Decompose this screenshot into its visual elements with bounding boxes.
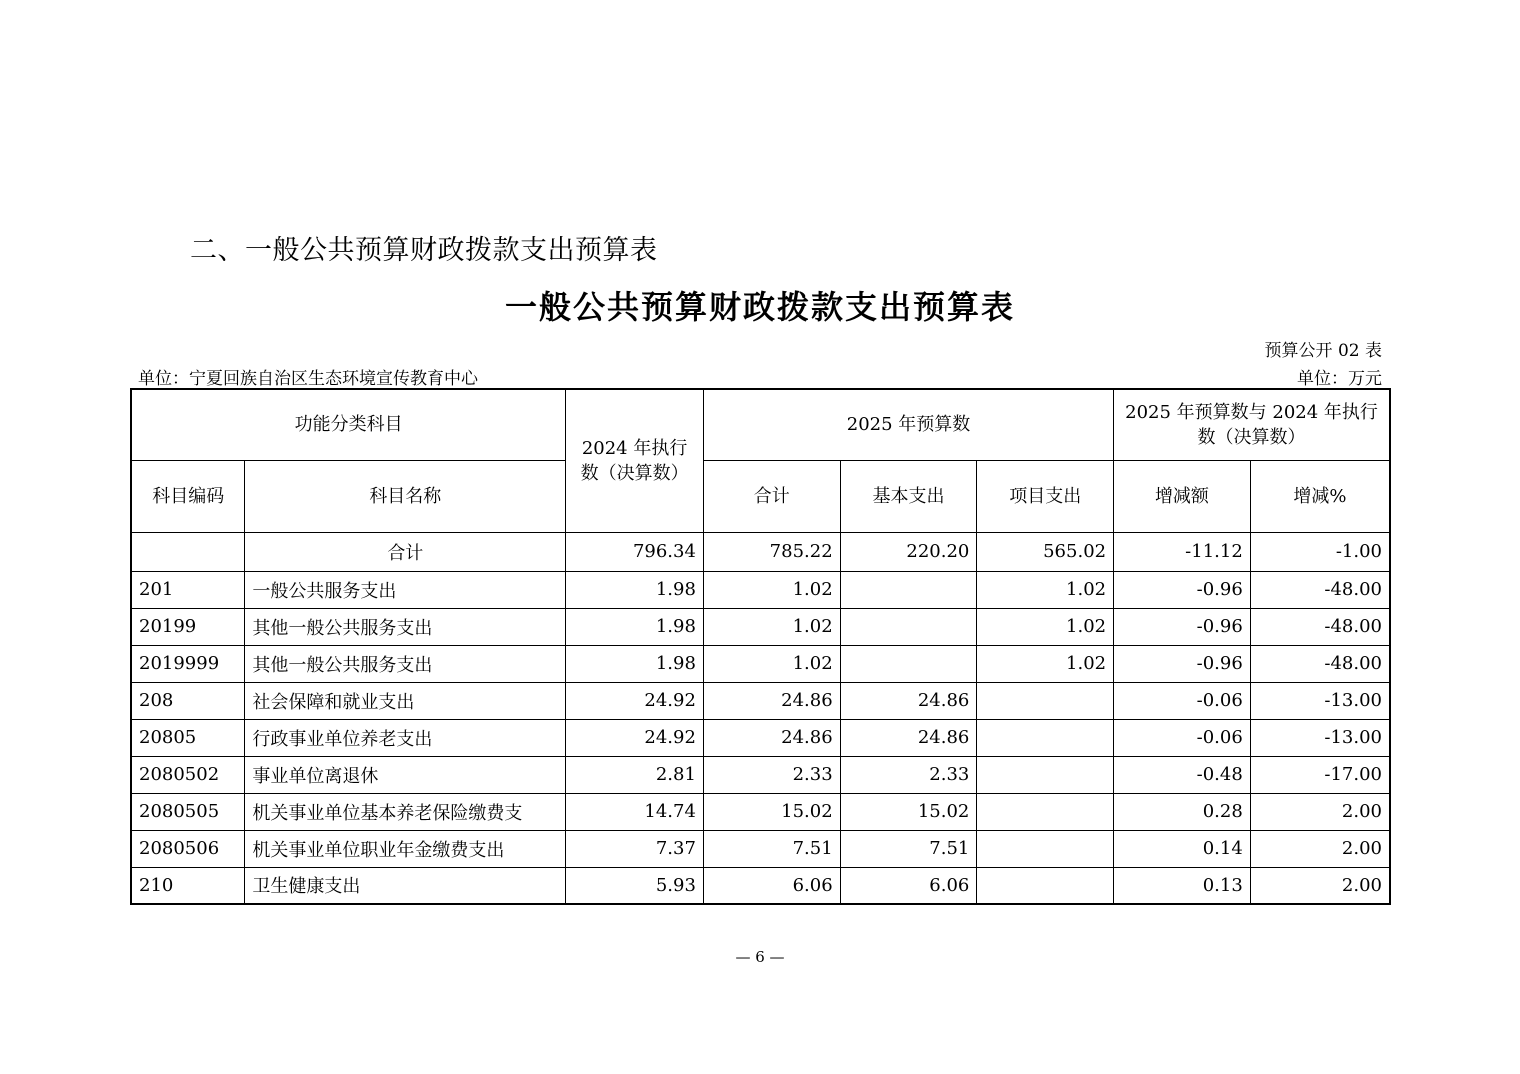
cell-exec: 1.98 <box>566 608 704 645</box>
table-row <box>131 608 1390 645</box>
cell-exec: 14.74 <box>566 793 704 830</box>
cell-total: 7.51 <box>703 830 840 867</box>
cell-total: 1.02 <box>703 645 840 682</box>
cell-name: 事业单位离退休 <box>245 756 566 793</box>
cell-change: -0.96 <box>1114 571 1251 608</box>
cell-total: 15.02 <box>703 793 840 830</box>
header-basic: 基本支出 <box>840 460 977 532</box>
header-code: 科目编码 <box>131 460 245 532</box>
table-row <box>131 645 1390 682</box>
cell-total: 1.02 <box>703 608 840 645</box>
cell-exec: 7.37 <box>566 830 704 867</box>
cell-exec: 5.93 <box>566 867 704 904</box>
cell-change: -0.06 <box>1114 719 1251 756</box>
cell-name: 机关事业单位基本养老保险缴费支 <box>245 793 566 830</box>
cell-pct: 2.00 <box>1250 867 1390 904</box>
header-project: 项目支出 <box>977 460 1114 532</box>
cell-basic: 24.86 <box>840 682 977 719</box>
cell-project <box>977 756 1114 793</box>
cell-name: 卫生健康支出 <box>245 867 566 904</box>
cell-project <box>977 682 1114 719</box>
header-budget-2025: 2025 年预算数 <box>703 389 1113 460</box>
unit-organization: 单位：宁夏回族自治区生态环境宣传教育中心 <box>138 369 478 389</box>
cell-change: -0.96 <box>1114 608 1251 645</box>
cell-total: 2.33 <box>703 756 840 793</box>
cell-change: 0.14 <box>1114 830 1251 867</box>
cell-project <box>977 830 1114 867</box>
cell-code: 20805 <box>131 719 245 756</box>
table-row <box>131 756 1390 793</box>
table-row <box>131 793 1390 830</box>
cell-basic <box>840 645 977 682</box>
header-total: 合计 <box>703 460 840 532</box>
cell-exec: 1.98 <box>566 645 704 682</box>
cell-code <box>131 532 245 571</box>
header-name: 科目名称 <box>245 460 566 532</box>
cell-basic <box>840 608 977 645</box>
table-row <box>131 867 1390 904</box>
cell-pct: -13.00 <box>1250 719 1390 756</box>
cell-pct: -48.00 <box>1250 645 1390 682</box>
cell-name: 其他一般公共服务支出 <box>245 608 566 645</box>
unit-currency: 单位：万元 <box>1297 369 1382 389</box>
cell-code: 208 <box>131 682 245 719</box>
header-change-group: 2025 年预算数与 2024 年执行数（决算数） <box>1114 389 1390 460</box>
cell-pct: -48.00 <box>1250 608 1390 645</box>
cell-pct: 2.00 <box>1250 830 1390 867</box>
table-row <box>131 719 1390 756</box>
document-title: 一般公共预算财政拨款支出预算表 <box>504 288 1015 326</box>
cell-exec: 24.92 <box>566 682 704 719</box>
cell-exec: 796.34 <box>566 532 704 571</box>
cell-pct: -17.00 <box>1250 756 1390 793</box>
budget-table <box>130 388 1391 905</box>
cell-project <box>977 867 1114 904</box>
cell-code: 2080506 <box>131 830 245 867</box>
cell-name: 其他一般公共服务支出 <box>245 645 566 682</box>
table-row-total <box>131 532 1390 571</box>
cell-exec: 24.92 <box>566 719 704 756</box>
cell-basic: 6.06 <box>840 867 977 904</box>
cell-pct: -1.00 <box>1250 532 1390 571</box>
cell-project <box>977 719 1114 756</box>
cell-code: 2019999 <box>131 645 245 682</box>
cell-basic <box>840 571 977 608</box>
header-change-amount: 增减额 <box>1114 460 1251 532</box>
cell-change: -11.12 <box>1114 532 1251 571</box>
form-number: 预算公开 02 表 <box>1264 341 1382 361</box>
cell-basic: 2.33 <box>840 756 977 793</box>
cell-total: 785.22 <box>703 532 840 571</box>
table-row <box>131 830 1390 867</box>
cell-code: 210 <box>131 867 245 904</box>
cell-change: 0.13 <box>1114 867 1251 904</box>
cell-name: 机关事业单位职业年金缴费支出 <box>245 830 566 867</box>
cell-basic: 15.02 <box>840 793 977 830</box>
cell-basic: 220.20 <box>840 532 977 571</box>
header-functional-category: 功能分类科目 <box>131 389 566 460</box>
cell-name: 行政事业单位养老支出 <box>245 719 566 756</box>
cell-project: 565.02 <box>977 532 1114 571</box>
cell-total: 1.02 <box>703 571 840 608</box>
cell-total: 24.86 <box>703 682 840 719</box>
cell-basic: 7.51 <box>840 830 977 867</box>
cell-total: 6.06 <box>703 867 840 904</box>
cell-name: 合计 <box>245 532 566 571</box>
cell-pct: 2.00 <box>1250 793 1390 830</box>
cell-total: 24.86 <box>703 719 840 756</box>
cell-project <box>977 793 1114 830</box>
cell-change: -0.96 <box>1114 645 1251 682</box>
cell-pct: -13.00 <box>1250 682 1390 719</box>
cell-project: 1.02 <box>977 645 1114 682</box>
cell-exec: 2.81 <box>566 756 704 793</box>
cell-name: 社会保障和就业支出 <box>245 682 566 719</box>
cell-code: 20199 <box>131 608 245 645</box>
page-number: — 6 — <box>735 948 785 966</box>
cell-project: 1.02 <box>977 608 1114 645</box>
cell-code: 201 <box>131 571 245 608</box>
cell-change: -0.48 <box>1114 756 1251 793</box>
cell-project: 1.02 <box>977 571 1114 608</box>
header-change-pct: 增减% <box>1250 460 1390 532</box>
cell-change: -0.06 <box>1114 682 1251 719</box>
cell-code: 2080502 <box>131 756 245 793</box>
cell-basic: 24.86 <box>840 719 977 756</box>
section-heading: 二、一般公共预算财政拨款支出预算表 <box>190 235 658 266</box>
header-exec-2024: 2024 年执行数（决算数） <box>566 389 704 532</box>
cell-exec: 1.98 <box>566 571 704 608</box>
table-row <box>131 571 1390 608</box>
cell-pct: -48.00 <box>1250 571 1390 608</box>
cell-change: 0.28 <box>1114 793 1251 830</box>
table-row <box>131 682 1390 719</box>
cell-code: 2080505 <box>131 793 245 830</box>
cell-name: 一般公共服务支出 <box>245 571 566 608</box>
